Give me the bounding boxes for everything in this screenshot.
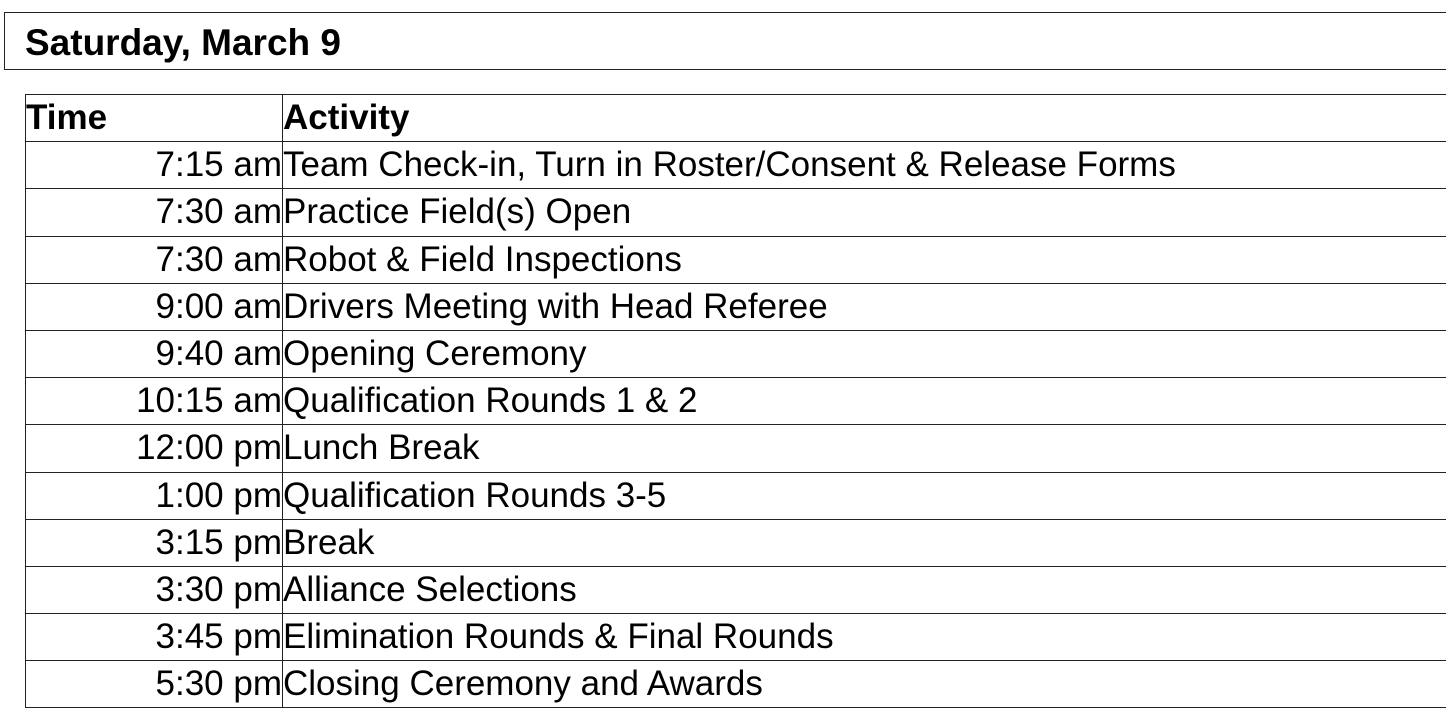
activity-cell: Elimination Rounds & Final Rounds — [283, 614, 1446, 661]
table-row — [26, 378, 1446, 425]
schedule-table — [25, 94, 1446, 708]
table-row — [26, 142, 1446, 189]
table-row — [26, 566, 1446, 613]
activity-cell: Team Check-in, Turn in Roster/Consent & Release Forms — [283, 142, 1446, 189]
activity-cell: Qualification Rounds 3-5 — [283, 472, 1446, 519]
table-row — [26, 519, 1446, 566]
time-cell: 9:00 am — [26, 283, 283, 330]
time-cell: 1:00 pm — [26, 472, 283, 519]
time-cell: 3:45 pm — [26, 614, 283, 661]
table-row — [26, 283, 1446, 330]
activity-cell: Closing Ceremony and Awards — [283, 661, 1446, 708]
time-cell: 7:30 am — [26, 189, 283, 236]
day-header — [4, 12, 1446, 70]
time-cell: 7:15 am — [26, 142, 283, 189]
column-header-activity: Activity — [283, 95, 1446, 142]
activity-cell: Alliance Selections — [283, 566, 1446, 613]
table-row — [26, 189, 1446, 236]
time-cell: 5:30 pm — [26, 661, 283, 708]
table-row — [26, 330, 1446, 377]
activity-cell: Opening Ceremony — [283, 330, 1446, 377]
table-header-row — [26, 95, 1446, 142]
table-row — [26, 236, 1446, 283]
table-row — [26, 661, 1446, 708]
activity-cell: Robot & Field Inspections — [283, 236, 1446, 283]
time-cell: 9:40 am — [26, 330, 283, 377]
table-row — [26, 472, 1446, 519]
time-cell: 10:15 am — [26, 378, 283, 425]
time-cell: 7:30 am — [26, 236, 283, 283]
column-header-time: Time — [26, 95, 283, 142]
table-row — [26, 614, 1446, 661]
activity-cell: Drivers Meeting with Head Referee — [283, 283, 1446, 330]
activity-cell: Lunch Break — [283, 425, 1446, 472]
time-cell: 3:15 pm — [26, 519, 283, 566]
day-title: Saturday, March 9 — [25, 22, 341, 63]
activity-cell: Practice Field(s) Open — [283, 189, 1446, 236]
activity-cell: Qualification Rounds 1 & 2 — [283, 378, 1446, 425]
activity-cell: Break — [283, 519, 1446, 566]
table-row — [26, 425, 1446, 472]
time-cell: 3:30 pm — [26, 566, 283, 613]
time-cell: 12:00 pm — [26, 425, 283, 472]
